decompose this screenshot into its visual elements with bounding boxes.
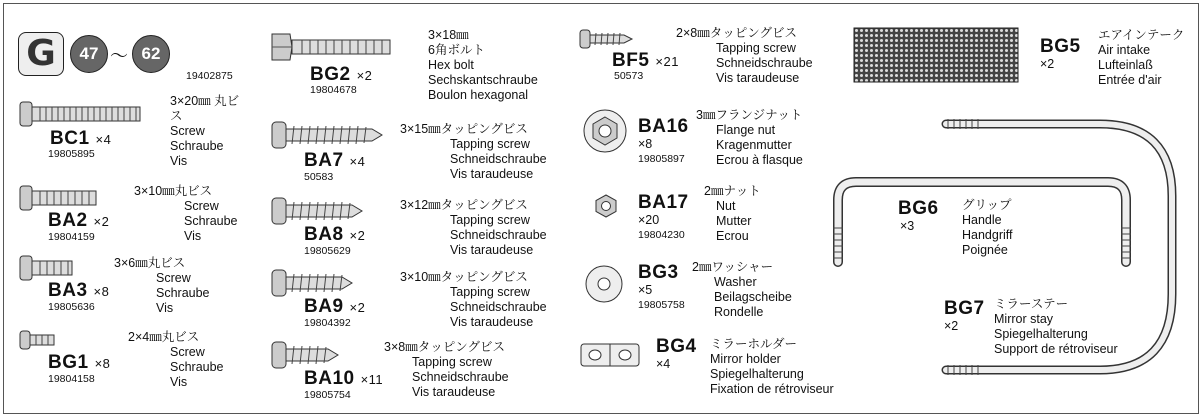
bg6-fr: Poignée bbox=[962, 243, 1008, 257]
bg5-de: Lufteinlaß bbox=[1098, 58, 1153, 72]
bg3-qty: ×5 bbox=[638, 283, 653, 297]
bc1-fr: Vis bbox=[170, 154, 188, 168]
air-intake-mesh-bg5-icon bbox=[854, 28, 1020, 84]
bg3-code: BG3 bbox=[638, 262, 679, 283]
bf5-en: Tapping screw bbox=[716, 41, 796, 55]
ba8-jp-label: 3×12㎜タッピングビス bbox=[400, 198, 528, 212]
bg5-code: BG5 bbox=[1040, 36, 1081, 57]
tapping-screw-ba7-icon bbox=[272, 120, 387, 152]
ba3-jp-label: 3×6㎜丸ビス bbox=[114, 256, 186, 270]
bg6-jp-label: グリップ bbox=[962, 198, 1012, 212]
ba17-jp-label: 2㎜ナット bbox=[704, 184, 761, 198]
bg4-de: Spiegelhalterung bbox=[710, 367, 804, 381]
bag-number: 19402875 bbox=[186, 70, 233, 82]
bg3-number: 19805758 bbox=[638, 299, 685, 311]
ba8-code: BA8 bbox=[304, 224, 344, 245]
ba9-jp-label: 3×10㎜タッピングビス bbox=[400, 270, 528, 284]
ba2-de: Schraube bbox=[184, 214, 238, 228]
ba10-en: Tapping screw bbox=[412, 355, 492, 369]
ba9-en: Tapping screw bbox=[450, 285, 530, 299]
bg3-fr: Rondelle bbox=[714, 305, 764, 319]
flange-nut-ba16-icon bbox=[582, 108, 628, 154]
ba10-jp-label: 3×8㎜タッピングビス bbox=[384, 340, 505, 354]
bg2-jp-size: 3×18㎜ bbox=[428, 28, 469, 42]
ba16-fr: Ecrou à flasque bbox=[716, 153, 803, 167]
ba10-code: BA10 bbox=[304, 368, 355, 389]
ba7-qty: ×4 bbox=[349, 154, 366, 169]
ba10-de: Schneidschraube bbox=[412, 370, 509, 384]
bc1-code: BC1 bbox=[50, 128, 90, 149]
bc1-number: 19805895 bbox=[48, 148, 95, 160]
bg7-de: Spiegelhalterung bbox=[994, 327, 1088, 341]
bf5-number: 50573 bbox=[614, 70, 644, 82]
bg1-number: 19804158 bbox=[48, 373, 95, 385]
bg2-fr: Boulon hexagonal bbox=[428, 88, 529, 102]
bg4-qty: ×4 bbox=[656, 357, 671, 371]
bg6-qty: ×3 bbox=[900, 219, 915, 233]
ba17-de: Mutter bbox=[716, 214, 752, 228]
bg7-fr: Support de rétroviseur bbox=[994, 342, 1118, 356]
ba16-de: Kragenmutter bbox=[716, 138, 792, 152]
bg3-de: Beilagscheibe bbox=[714, 290, 792, 304]
ba3-qty: ×8 bbox=[93, 284, 110, 299]
bg1-qty: ×8 bbox=[94, 356, 111, 371]
range-end-badge: 62 bbox=[132, 35, 170, 73]
bg1-en: Screw bbox=[170, 345, 205, 359]
ba2-jp-label: 3×10㎜丸ビス bbox=[134, 184, 213, 198]
ba9-part-code bbox=[304, 296, 365, 318]
bg5-qty: ×2 bbox=[1040, 57, 1055, 71]
bc1-jp-label: 3×20㎜ 丸ビス bbox=[170, 94, 240, 123]
range-start-badge: 47 bbox=[70, 35, 108, 73]
ba8-en: Tapping screw bbox=[450, 213, 530, 227]
ba2-qty: ×2 bbox=[93, 214, 110, 229]
ba7-fr: Vis taraudeuse bbox=[450, 167, 534, 181]
bf5-code: BF5 bbox=[612, 50, 650, 71]
bg5-fr: Entrée d'air bbox=[1098, 73, 1162, 87]
ba16-en: Flange nut bbox=[716, 123, 776, 137]
ba2-part-code bbox=[48, 210, 109, 232]
ba9-de: Schneidschraube bbox=[450, 300, 547, 314]
ba9-fr: Vis taraudeuse bbox=[450, 315, 534, 329]
screw-bc1-icon bbox=[20, 100, 150, 130]
bg6-de: Handgriff bbox=[962, 228, 1013, 242]
bg7-en: Mirror stay bbox=[994, 312, 1054, 326]
ba10-part-code bbox=[304, 368, 383, 390]
ba2-code: BA2 bbox=[48, 210, 88, 231]
ba3-de: Schraube bbox=[156, 286, 210, 300]
ba9-qty: ×2 bbox=[349, 300, 366, 315]
bg6-code: BG6 bbox=[898, 198, 939, 219]
section-letter: G bbox=[18, 32, 64, 76]
bc1-qty: ×4 bbox=[95, 132, 112, 147]
ba16-qty: ×8 bbox=[638, 137, 653, 151]
ba10-fr: Vis taraudeuse bbox=[412, 385, 496, 399]
bg7-jp-label: ミラーステー bbox=[994, 297, 1069, 311]
ba8-number: 19805629 bbox=[304, 245, 351, 257]
bg6-en: Handle bbox=[962, 213, 1002, 227]
bc1-de: Schraube bbox=[170, 139, 224, 153]
ba9-number: 19804392 bbox=[304, 317, 351, 329]
bg4-en: Mirror holder bbox=[710, 352, 781, 366]
bf5-qty: ×21 bbox=[655, 54, 679, 69]
ba7-code: BA7 bbox=[304, 150, 344, 171]
washer-bg3-icon bbox=[584, 264, 624, 304]
ba7-en: Tapping screw bbox=[450, 137, 530, 151]
ba16-number: 19805897 bbox=[638, 153, 685, 165]
ba3-fr: Vis bbox=[156, 301, 174, 315]
bc1-part-code bbox=[50, 128, 111, 150]
bg2-jp-label: 6角ボルト bbox=[428, 43, 485, 57]
bf5-de: Schneidschraube bbox=[716, 56, 813, 70]
ba8-de: Schneidschraube bbox=[450, 228, 547, 242]
ba10-qty: ×11 bbox=[360, 372, 384, 387]
tapping-screw-bf5-icon bbox=[580, 28, 640, 52]
mirror-holder-bg4-icon bbox=[580, 342, 642, 370]
ba9-code: BA9 bbox=[304, 296, 344, 317]
bf5-part-code bbox=[612, 50, 679, 72]
bg7-code: BG7 bbox=[944, 298, 985, 319]
ba7-jp-label: 3×15㎜タッピングビス bbox=[400, 122, 528, 136]
ba10-number: 19805754 bbox=[304, 389, 351, 401]
bg2-number: 19804678 bbox=[310, 84, 357, 96]
bg4-code: BG4 bbox=[656, 336, 697, 357]
ba17-en: Nut bbox=[716, 199, 736, 213]
ba3-number: 19805636 bbox=[48, 301, 95, 313]
ba17-code: BA17 bbox=[638, 192, 689, 213]
ba2-number: 19804159 bbox=[48, 231, 95, 243]
ba8-qty: ×2 bbox=[349, 228, 366, 243]
ba8-fr: Vis taraudeuse bbox=[450, 243, 534, 257]
bg2-code: BG2 bbox=[310, 64, 351, 85]
bg1-fr: Vis bbox=[170, 375, 188, 389]
ba3-en: Screw bbox=[156, 271, 191, 285]
bg7-qty: ×2 bbox=[944, 319, 959, 333]
bg3-en: Washer bbox=[714, 275, 757, 289]
ba3-code: BA3 bbox=[48, 280, 88, 301]
hex-bolt-bg2-icon bbox=[272, 30, 402, 64]
bg2-de: Sechskantschraube bbox=[428, 73, 538, 87]
ba3-part-code bbox=[48, 280, 109, 302]
parts-sheet bbox=[3, 3, 1199, 414]
bg1-jp-label: 2×4㎜丸ビス bbox=[128, 330, 200, 344]
ba7-part-code bbox=[304, 150, 365, 172]
ba2-fr: Vis bbox=[184, 229, 202, 243]
bg1-de: Schraube bbox=[170, 360, 224, 374]
ba17-fr: Ecrou bbox=[716, 229, 749, 243]
bf5-jp-label: 2×8㎜タッピングビス bbox=[676, 26, 797, 40]
ba16-code: BA16 bbox=[638, 116, 689, 137]
screw-bg1-icon bbox=[20, 329, 60, 353]
ba16-jp-label: 3㎜フランジナット bbox=[696, 108, 803, 122]
bg2-part-code bbox=[310, 64, 372, 86]
bg3-jp-label: 2㎜ワッシャー bbox=[692, 260, 774, 274]
bg1-part-code bbox=[48, 352, 110, 374]
bg5-en: Air intake bbox=[1098, 43, 1151, 57]
ba7-number: 50583 bbox=[304, 171, 334, 183]
range-separator: ～ bbox=[110, 46, 128, 66]
bg5-jp-label: エアインテーク bbox=[1098, 28, 1185, 42]
bf5-fr: Vis taraudeuse bbox=[716, 71, 800, 85]
ba7-de: Schneidschraube bbox=[450, 152, 547, 166]
bg4-jp-label: ミラーホルダー bbox=[710, 337, 798, 351]
ba2-en: Screw bbox=[184, 199, 219, 213]
bg4-fr: Fixation de rétroviseur bbox=[710, 382, 834, 396]
bc1-en: Screw bbox=[170, 124, 205, 138]
nut-ba17-icon bbox=[594, 194, 618, 218]
bg2-qty: ×2 bbox=[356, 68, 373, 83]
ba17-number: 19804230 bbox=[638, 229, 685, 241]
bg1-code: BG1 bbox=[48, 352, 89, 373]
ba8-part-code bbox=[304, 224, 365, 246]
ba17-qty: ×20 bbox=[638, 213, 660, 227]
bg2-en: Hex bolt bbox=[428, 58, 474, 72]
